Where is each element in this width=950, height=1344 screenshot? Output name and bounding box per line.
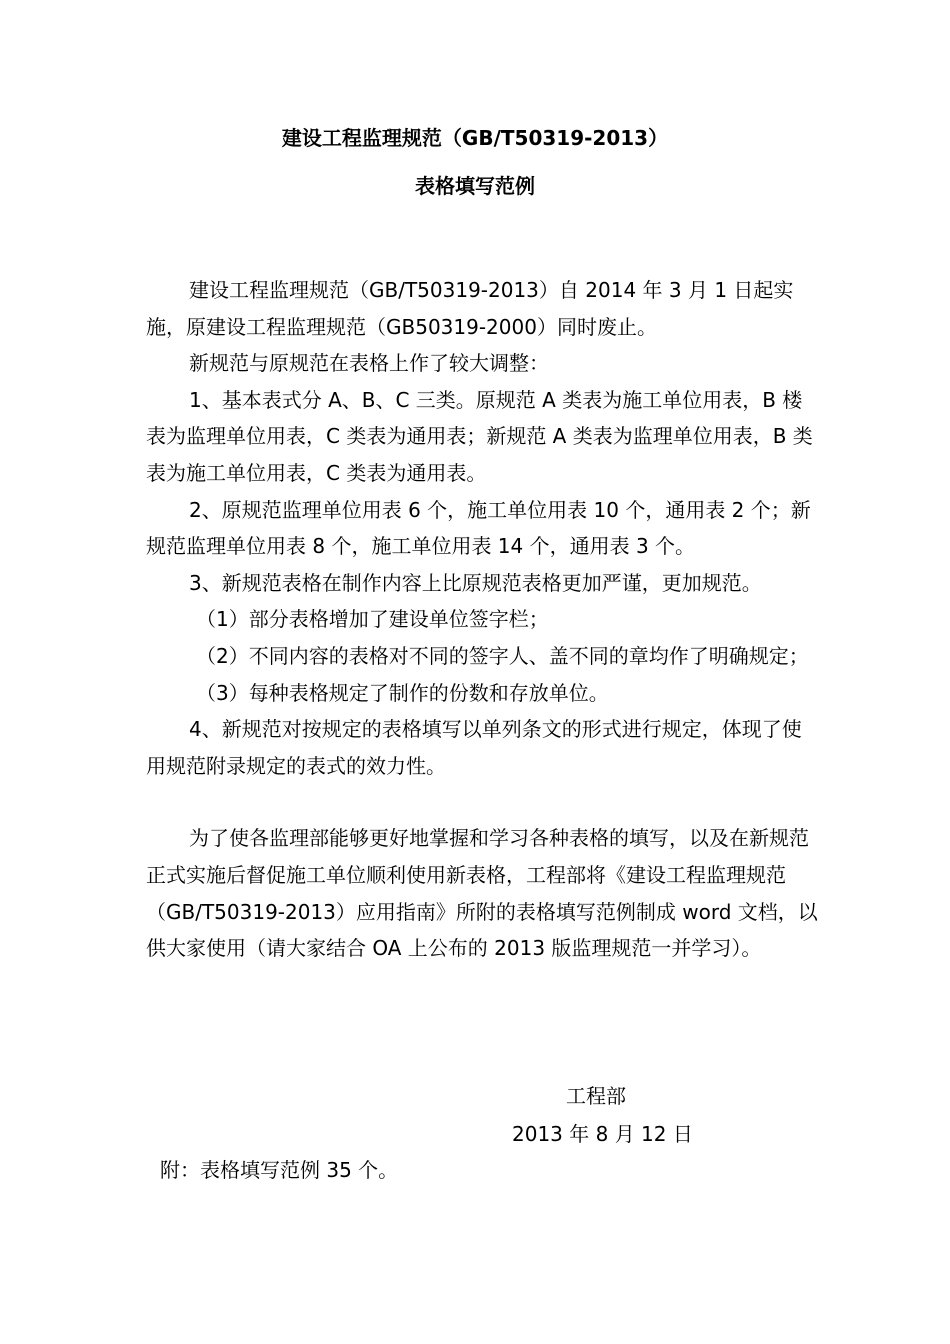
paragraph-notice: 为了使各监理部能够更好地掌握和学习各种表格的填写，以及在新规范正式实施后督促施工单位顺利使用新表格，工程部将《建设工程监理规范（GB/T50319-2013）应用指南》所附的表格填写范例制成 word 文档，以供大家使用（请大家结合 OA 上公布的 2013 版监理规范一并学习）。 bbox=[146, 826, 818, 961]
paragraph-intro: 建设工程监理规范（GB/T50319-2013）自 2014 年 3 月 1 日起实施，原建设工程监理规范（GB50319-2000）同时废止。 bbox=[146, 278, 794, 339]
attachment-note: 附：表格填写范例 35 个。 bbox=[160, 1158, 399, 1182]
paragraph-point-2: 2、原规范监理单位用表 6 个，施工单位用表 10 个，通用表 2 个；新规范监理单位用表 8 个，施工单位用表 14 个，通用表 3 个。 bbox=[146, 497, 811, 559]
paragraph-gap bbox=[146, 784, 818, 820]
paragraph-subpoint-1: （1）部分表格增加了建设单位签字栏； bbox=[196, 607, 549, 632]
paragraph-adjustment: 新规范与原规范在表格上作了较大调整： bbox=[189, 351, 549, 376]
paragraph-point-4: 4、新规范对按规定的表格填写以单列条文的形式进行规定，体现了使用规范附录规定的表式的效力性。 bbox=[146, 717, 802, 778]
paragraph-point-1: 1、基本表式分 A、B、C 三类。原规范 A 类表为施工单位用表，B 楼表为监理单位用表，C 类表为通用表；新规范 A 类表为监理单位用表，B 类表为施工单位用表，C 类表为通用表。 bbox=[146, 387, 813, 485]
signature-date: 2013 年 8 月 12 日 bbox=[512, 1122, 693, 1146]
document-body bbox=[146, 272, 818, 967]
paragraph-point-3: 3、新规范表格在制作内容上比原规范表格更加严谨，更加规范。 bbox=[189, 570, 762, 595]
signature-department: 工程部 bbox=[566, 1084, 626, 1108]
document-subtitle: 表格填写范例 bbox=[415, 174, 535, 198]
document-title: 建设工程监理规范（GB/T50319-2013） bbox=[281, 126, 669, 150]
paragraph-subpoint-3: （3）每种表格规定了制作的份数和存放单位。 bbox=[196, 680, 609, 705]
paragraph-subpoint-2: （2）不同内容的表格对不同的签字人、盖不同的章均作了明确规定； bbox=[196, 643, 809, 668]
